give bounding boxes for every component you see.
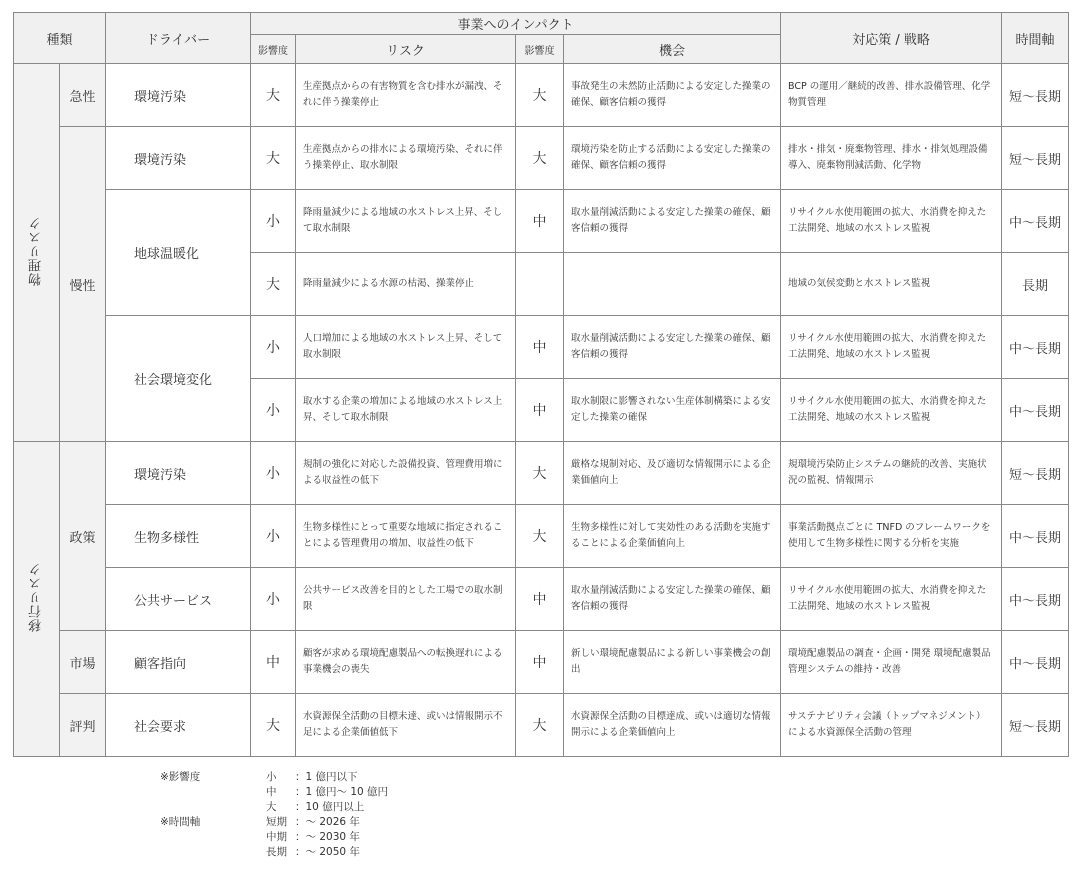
risk-cell: 取水する企業の増加による地域の水ストレス上昇、そして取水制限 bbox=[296, 379, 516, 442]
risk-cell: 生産拠点からの排水による環境汚染、それに伴う操業停止、取水制限 bbox=[296, 127, 516, 190]
driver-cell: 環境汚染 bbox=[106, 127, 251, 190]
risk-cell: 生産拠点からの有害物質を含む排水が漏洩、それに伴う操業停止 bbox=[296, 64, 516, 127]
time-axis-cell: 中〜長期 bbox=[1002, 379, 1069, 442]
time-axis-cell: 短〜長期 bbox=[1002, 442, 1069, 505]
opportunity-cell: 厳格な規制対応、及び適切な情報開示による企業価値向上 bbox=[564, 442, 781, 505]
legend-time-title: ※時間軸 bbox=[160, 816, 201, 828]
category-transition: 移行リスク bbox=[14, 442, 60, 757]
legend-key: 小 bbox=[266, 771, 277, 783]
table-row bbox=[14, 64, 1069, 127]
header-impact-group: 事業へのインパクト bbox=[251, 13, 781, 35]
risk-impact-cell: 小 bbox=[251, 568, 296, 631]
risk-cell: 生物多様性にとって重要な地域に指定されることによる管理費用の増加、収益性の低下 bbox=[296, 505, 516, 568]
risk-cell: 水資源保全活動の目標未達、或いは情報開示不足による企業価値低下 bbox=[296, 694, 516, 757]
subcategory-acute: 急性 bbox=[60, 64, 106, 127]
risk-impact-cell: 大 bbox=[251, 64, 296, 127]
strategy-cell: 規環境汚染防止システムの継続的改善、実施状況の監視、情報開示 bbox=[781, 442, 1002, 505]
driver-cell: 生物多様性 bbox=[106, 505, 251, 568]
risk-cell: 人口増加による地域の水ストレス上昇、そして取水制限 bbox=[296, 316, 516, 379]
time-axis-cell: 中〜長期 bbox=[1002, 631, 1069, 694]
time-axis-cell: 短〜長期 bbox=[1002, 64, 1069, 127]
opportunity-impact-cell bbox=[516, 253, 564, 316]
opportunity-impact-cell: 中 bbox=[516, 568, 564, 631]
table-row bbox=[14, 127, 1069, 190]
subcategory-market: 市場 bbox=[60, 631, 106, 694]
risk-impact-cell: 小 bbox=[251, 379, 296, 442]
legend-key: 中 bbox=[266, 786, 277, 798]
opportunity-impact-cell: 大 bbox=[516, 442, 564, 505]
table-row bbox=[14, 631, 1069, 694]
opportunity-impact-cell: 大 bbox=[516, 505, 564, 568]
header-time-axis: 時間軸 bbox=[1002, 13, 1069, 64]
strategy-cell: 事業活動拠点ごとに TNFD のフレームワークを使用して生物多様性に関する分析を実施 bbox=[781, 505, 1002, 568]
risk-impact-cell: 小 bbox=[251, 316, 296, 379]
risk-impact-cell: 大 bbox=[251, 694, 296, 757]
legend-impact-title: ※影響度 bbox=[160, 771, 201, 783]
opportunity-impact-cell: 大 bbox=[516, 127, 564, 190]
risk-cell: 降雨量減少による水源の枯渇、操業停止 bbox=[296, 253, 516, 316]
opportunity-cell: 取水量削減活動による安定した操業の確保、顧客信頼の獲得 bbox=[564, 190, 781, 253]
risk-cell: 降雨量減少による地域の水ストレス上昇、そして取水制限 bbox=[296, 190, 516, 253]
legend-key: 長期 bbox=[266, 846, 287, 858]
header-opportunity-degree: 影響度 bbox=[516, 35, 564, 64]
legend-value: ：1 億円以下 bbox=[295, 771, 358, 783]
opportunity-cell: 生物多様性に対して実効性のある活動を実施することによる企業価値向上 bbox=[564, 505, 781, 568]
table-row bbox=[14, 505, 1069, 568]
risk-impact-cell: 小 bbox=[251, 190, 296, 253]
header-type: 種類 bbox=[14, 13, 106, 64]
strategy-cell: リサイクル水使用範囲の拡大、水消費を抑えた工法開発、地域の水ストレス監視 bbox=[781, 316, 1002, 379]
legend-key: 短期 bbox=[266, 816, 287, 828]
strategy-cell: リサイクル水使用範囲の拡大、水消費を抑えた工法開発、地域の水ストレス監視 bbox=[781, 379, 1002, 442]
opportunity-cell: 取水量削減活動による安定した操業の確保、顧客信頼の獲得 bbox=[564, 568, 781, 631]
risk-impact-cell: 小 bbox=[251, 442, 296, 505]
driver-cell: 社会要求 bbox=[106, 694, 251, 757]
opportunity-cell bbox=[564, 253, 781, 316]
table-row bbox=[14, 568, 1069, 631]
header-risk: リスク bbox=[296, 35, 516, 64]
legend-value: ：10 億円以上 bbox=[295, 801, 365, 813]
category-physical: 物理リスク bbox=[14, 64, 60, 442]
strategy-cell: リサイクル水使用範囲の拡大、水消費を抑えた工法開発、地域の水ストレス監視 bbox=[781, 568, 1002, 631]
header-risk-degree: 影響度 bbox=[251, 35, 296, 64]
time-axis-cell: 短〜長期 bbox=[1002, 694, 1069, 757]
header-opportunity: 機会 bbox=[564, 35, 781, 64]
risk-impact-cell: 小 bbox=[251, 505, 296, 568]
opportunity-impact-cell: 中 bbox=[516, 190, 564, 253]
risk-impact-cell: 大 bbox=[251, 127, 296, 190]
opportunity-cell: 環境汚染を防止する活動による安定した操業の確保、顧客信頼の獲得 bbox=[564, 127, 781, 190]
time-axis-cell: 中〜長期 bbox=[1002, 568, 1069, 631]
strategy-cell: リサイクル水使用範囲の拡大、水消費を抑えた工法開発、地域の水ストレス監視 bbox=[781, 190, 1002, 253]
opportunity-impact-cell: 中 bbox=[516, 316, 564, 379]
subcategory-chronic: 慢性 bbox=[60, 127, 106, 442]
time-axis-cell: 中〜長期 bbox=[1002, 190, 1069, 253]
legend-value: ：1 億円〜 10 億円 bbox=[295, 786, 389, 798]
legend-value: ：〜 2050 年 bbox=[295, 846, 360, 858]
risk-cell: 顧客が求める環境配慮製品への転換遅れによる事業機会の喪失 bbox=[296, 631, 516, 694]
legend-key: 大 bbox=[266, 801, 277, 813]
risk-cell: 規制の強化に対応した設備投資、管理費用増による収益性の低下 bbox=[296, 442, 516, 505]
opportunity-impact-cell: 大 bbox=[516, 694, 564, 757]
strategy-cell: サステナビリティ会議（トップマネジメント）による水資源保全活動の管理 bbox=[781, 694, 1002, 757]
legend-value: ：〜 2030 年 bbox=[295, 831, 360, 843]
time-axis-cell: 短〜長期 bbox=[1002, 127, 1069, 190]
opportunity-cell: 事故発生の未然防止活動による安定した操業の確保、顧客信頼の獲得 bbox=[564, 64, 781, 127]
opportunity-cell: 水資源保全活動の目標達成、或いは適切な情報開示による企業価値向上 bbox=[564, 694, 781, 757]
opportunity-cell: 取水制限に影響されない生産体制構築による安定した操業の確保 bbox=[564, 379, 781, 442]
risk-impact-cell: 大 bbox=[251, 253, 296, 316]
opportunity-impact-cell: 中 bbox=[516, 631, 564, 694]
table-row bbox=[14, 694, 1069, 757]
table-row bbox=[14, 190, 1069, 253]
climate-risk-table bbox=[13, 12, 1069, 757]
table-row bbox=[14, 442, 1069, 505]
opportunity-impact-cell: 大 bbox=[516, 64, 564, 127]
driver-cell: 環境汚染 bbox=[106, 64, 251, 127]
driver-cell: 地球温暖化 bbox=[106, 190, 251, 316]
opportunity-cell: 取水量削減活動による安定した操業の確保、顧客信頼の獲得 bbox=[564, 316, 781, 379]
time-axis-cell: 中〜長期 bbox=[1002, 316, 1069, 379]
subcategory-policy: 政策 bbox=[60, 442, 106, 631]
opportunity-cell: 新しい環境配慮製品による新しい事業機会の創出 bbox=[564, 631, 781, 694]
strategy-cell: 地域の気侯変動と水ストレス監視 bbox=[781, 253, 1002, 316]
time-axis-cell: 長期 bbox=[1002, 253, 1069, 316]
driver-cell: 公共サービス bbox=[106, 568, 251, 631]
strategy-cell: BCP の運用／継続的改善、排水設備管理、化学物質管理 bbox=[781, 64, 1002, 127]
driver-cell: 社会環境変化 bbox=[106, 316, 251, 442]
header-strategy: 対応策 / 戦略 bbox=[781, 13, 1002, 64]
header-driver: ドライバー bbox=[106, 13, 251, 64]
subcategory-reputation: 評判 bbox=[60, 694, 106, 757]
driver-cell: 環境汚染 bbox=[106, 442, 251, 505]
strategy-cell: 環境配慮製品の調査・企画・開発 環境配慮製品管理システムの維持・改善 bbox=[781, 631, 1002, 694]
legend-key: 中期 bbox=[266, 831, 287, 843]
risk-impact-cell: 中 bbox=[251, 631, 296, 694]
table-row bbox=[14, 316, 1069, 379]
strategy-cell: 排水・排気・廃棄物管理、排水・排気処理設備導入、廃棄物削減活動、化学物 bbox=[781, 127, 1002, 190]
legend-value: ：〜 2026 年 bbox=[295, 816, 360, 828]
driver-cell: 顧客指向 bbox=[106, 631, 251, 694]
time-axis-cell: 中〜長期 bbox=[1002, 505, 1069, 568]
opportunity-impact-cell: 中 bbox=[516, 379, 564, 442]
risk-cell: 公共サービス改善を目的とした工場での取水制限 bbox=[296, 568, 516, 631]
